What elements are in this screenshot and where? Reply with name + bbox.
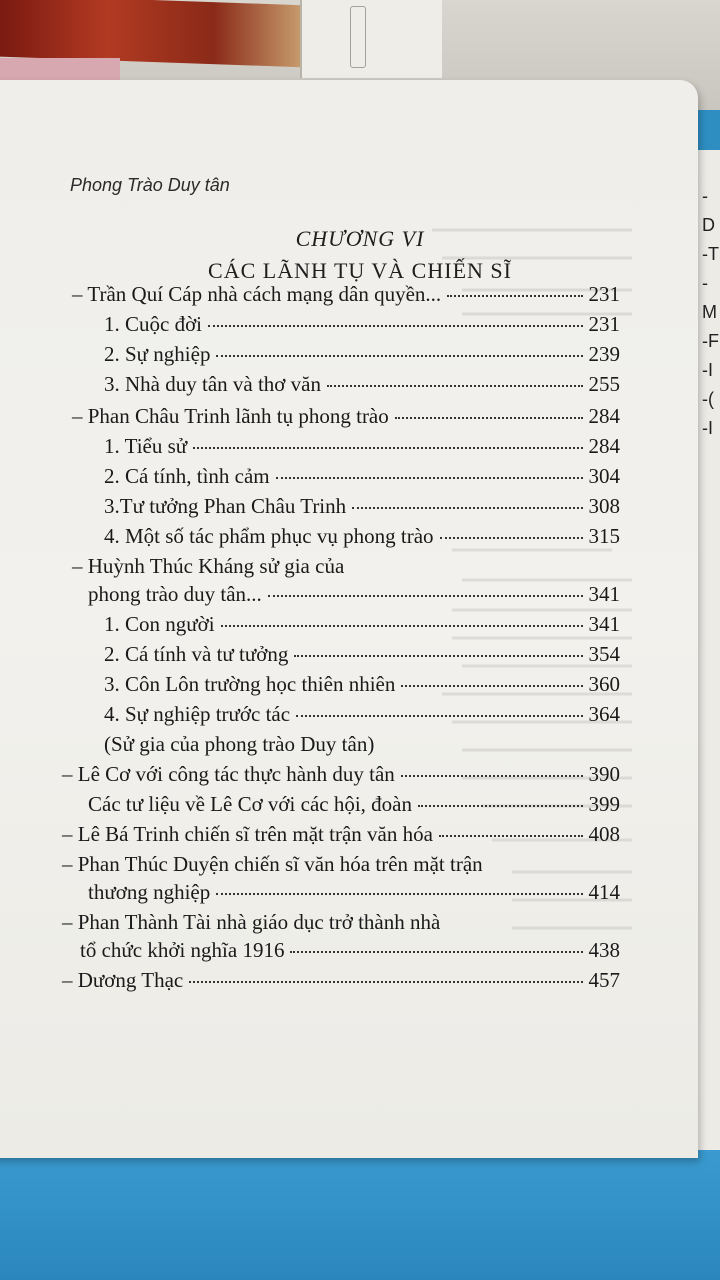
toc-entry — [104, 312, 620, 337]
leader-dots — [418, 804, 583, 807]
toc-entry-title: 2. Sự nghiệp — [104, 342, 211, 366]
toc-entry — [104, 494, 620, 519]
toc-entry-page: 457 — [588, 968, 620, 992]
running-head: Phong Trào Duy tân — [70, 175, 230, 195]
toc-entry-title: thương nghiệp — [88, 880, 211, 904]
toc-entry-page: 390 — [588, 762, 620, 786]
toc-entry-title: 4. Một số tác phẩm phục vụ phong trào — [104, 524, 434, 548]
toc-entry-page: 354 — [588, 642, 620, 666]
toc-entry-title: – Phan Thành Tài nhà giáo dục trở thành nhà — [62, 910, 441, 934]
toc-entry — [62, 968, 620, 993]
toc-entry-page: 304 — [588, 464, 620, 488]
toc-entry — [72, 404, 620, 429]
toc-entry — [72, 282, 620, 307]
toc-entry-page: 408 — [588, 822, 620, 846]
toc-entry-title: – Lê Cơ với công tác thực hành duy tân — [62, 762, 395, 786]
leader-dots — [216, 354, 582, 357]
leader-dots — [439, 834, 583, 837]
toc-entry — [104, 672, 620, 697]
toc-entry-title: – Trần Quí Cáp nhà cách mạng dân quyền... — [72, 282, 442, 306]
toc-entry-title: 1. Cuộc đời — [104, 312, 203, 336]
leader-dots — [294, 654, 582, 657]
leader-dots — [296, 714, 582, 717]
leader-dots — [276, 476, 583, 479]
toc-entry-title: – Dương Thạc — [62, 968, 184, 992]
leader-dots — [447, 294, 582, 297]
leader-dots — [395, 416, 583, 419]
leader-dots — [352, 506, 582, 509]
toc-entry — [104, 464, 620, 489]
toc-entry-title: – Phan Châu Trinh lãnh tụ phong trào — [72, 404, 389, 428]
toc-entry-title: phong trào duy tân... — [88, 582, 262, 606]
toc-entry-page: 341 — [588, 612, 620, 636]
toc-entry-page: 438 — [588, 938, 620, 962]
toc-entry-page: 414 — [588, 880, 620, 904]
leader-dots — [216, 892, 582, 895]
leader-dots — [193, 446, 582, 449]
leader-dots — [290, 950, 582, 953]
toc-entry-title: Các tư liệu về Lê Cơ với các hội, đoàn — [88, 792, 412, 816]
toc-entry — [104, 434, 620, 459]
leader-dots — [401, 774, 583, 777]
chapter-title: CHƯƠNG VI — [295, 226, 425, 251]
toc-entry-title: 1. Con người — [104, 612, 215, 636]
toc-entry-page: 360 — [588, 672, 620, 696]
chapter-subtitle: CÁC LÃNH TỤ VÀ CHIẾN SĨ — [208, 258, 512, 283]
toc-entry-title: 3. Nhà duy tân và thơ văn — [104, 372, 321, 396]
toc-entry-title: tổ chức khởi nghĩa 1916 — [80, 938, 285, 962]
leader-dots — [327, 384, 583, 387]
toc-entry-title: 3. Côn Lôn trường học thiên nhiên — [104, 672, 396, 696]
background-book-spine — [350, 6, 366, 68]
adjacent-page-marks: -D -T -M -F -I -( -I — [702, 186, 719, 438]
toc-entry — [104, 612, 620, 637]
toc-entry-title: 4. Sự nghiệp trước tác — [104, 702, 291, 726]
leader-dots — [208, 324, 582, 327]
toc-entry — [104, 524, 620, 549]
toc-entry-page: 255 — [588, 372, 620, 396]
toc-entry — [104, 372, 620, 397]
toc-entry — [104, 702, 620, 727]
leader-dots — [268, 594, 583, 597]
toc-entry-page: 284 — [588, 404, 620, 428]
toc-entry-page: 399 — [588, 792, 620, 816]
toc-entry — [104, 642, 620, 667]
blue-surface — [0, 1150, 720, 1280]
toc-entry-page: 239 — [588, 342, 620, 366]
toc-entry-page: 231 — [588, 312, 620, 336]
leader-dots — [401, 684, 582, 687]
leader-dots — [440, 536, 583, 539]
toc-entry-page: 364 — [588, 702, 620, 726]
toc-entry — [88, 582, 620, 607]
toc-entry — [88, 792, 620, 817]
toc-entry-page: 341 — [588, 582, 620, 606]
toc-entry — [80, 938, 620, 963]
leader-dots — [189, 980, 582, 983]
toc-entry-title: – Lê Bá Trinh chiến sĩ trên mặt trận văn hóa — [62, 822, 433, 846]
toc-entry-title: 3.Tư tưởng Phan Châu Trinh — [104, 494, 347, 518]
toc-entry — [62, 822, 620, 847]
toc-entry-page: 315 — [588, 524, 620, 548]
toc-entry — [104, 342, 620, 367]
toc-entry-title: (Sử gia của phong trào Duy tân) — [104, 732, 375, 756]
toc-entry-title: 1. Tiểu sử — [104, 434, 188, 458]
toc-entry-page: 308 — [588, 494, 620, 518]
toc-entry-page: 284 — [588, 434, 620, 458]
background-book — [300, 0, 442, 78]
toc-entry-title: – Huỳnh Thúc Kháng sử gia của — [72, 554, 345, 578]
leader-dots — [221, 624, 583, 627]
toc-entry — [88, 880, 620, 905]
toc-entry-title: 2. Cá tính, tình cảm — [104, 464, 270, 488]
toc-entry-page: 231 — [588, 282, 620, 306]
toc-entry-title: 2. Cá tính và tư tưởng — [104, 642, 289, 666]
toc-entry-title: – Phan Thúc Duyện chiến sĩ văn hóa trên mặt trận — [62, 852, 483, 876]
toc-entry — [62, 762, 620, 787]
